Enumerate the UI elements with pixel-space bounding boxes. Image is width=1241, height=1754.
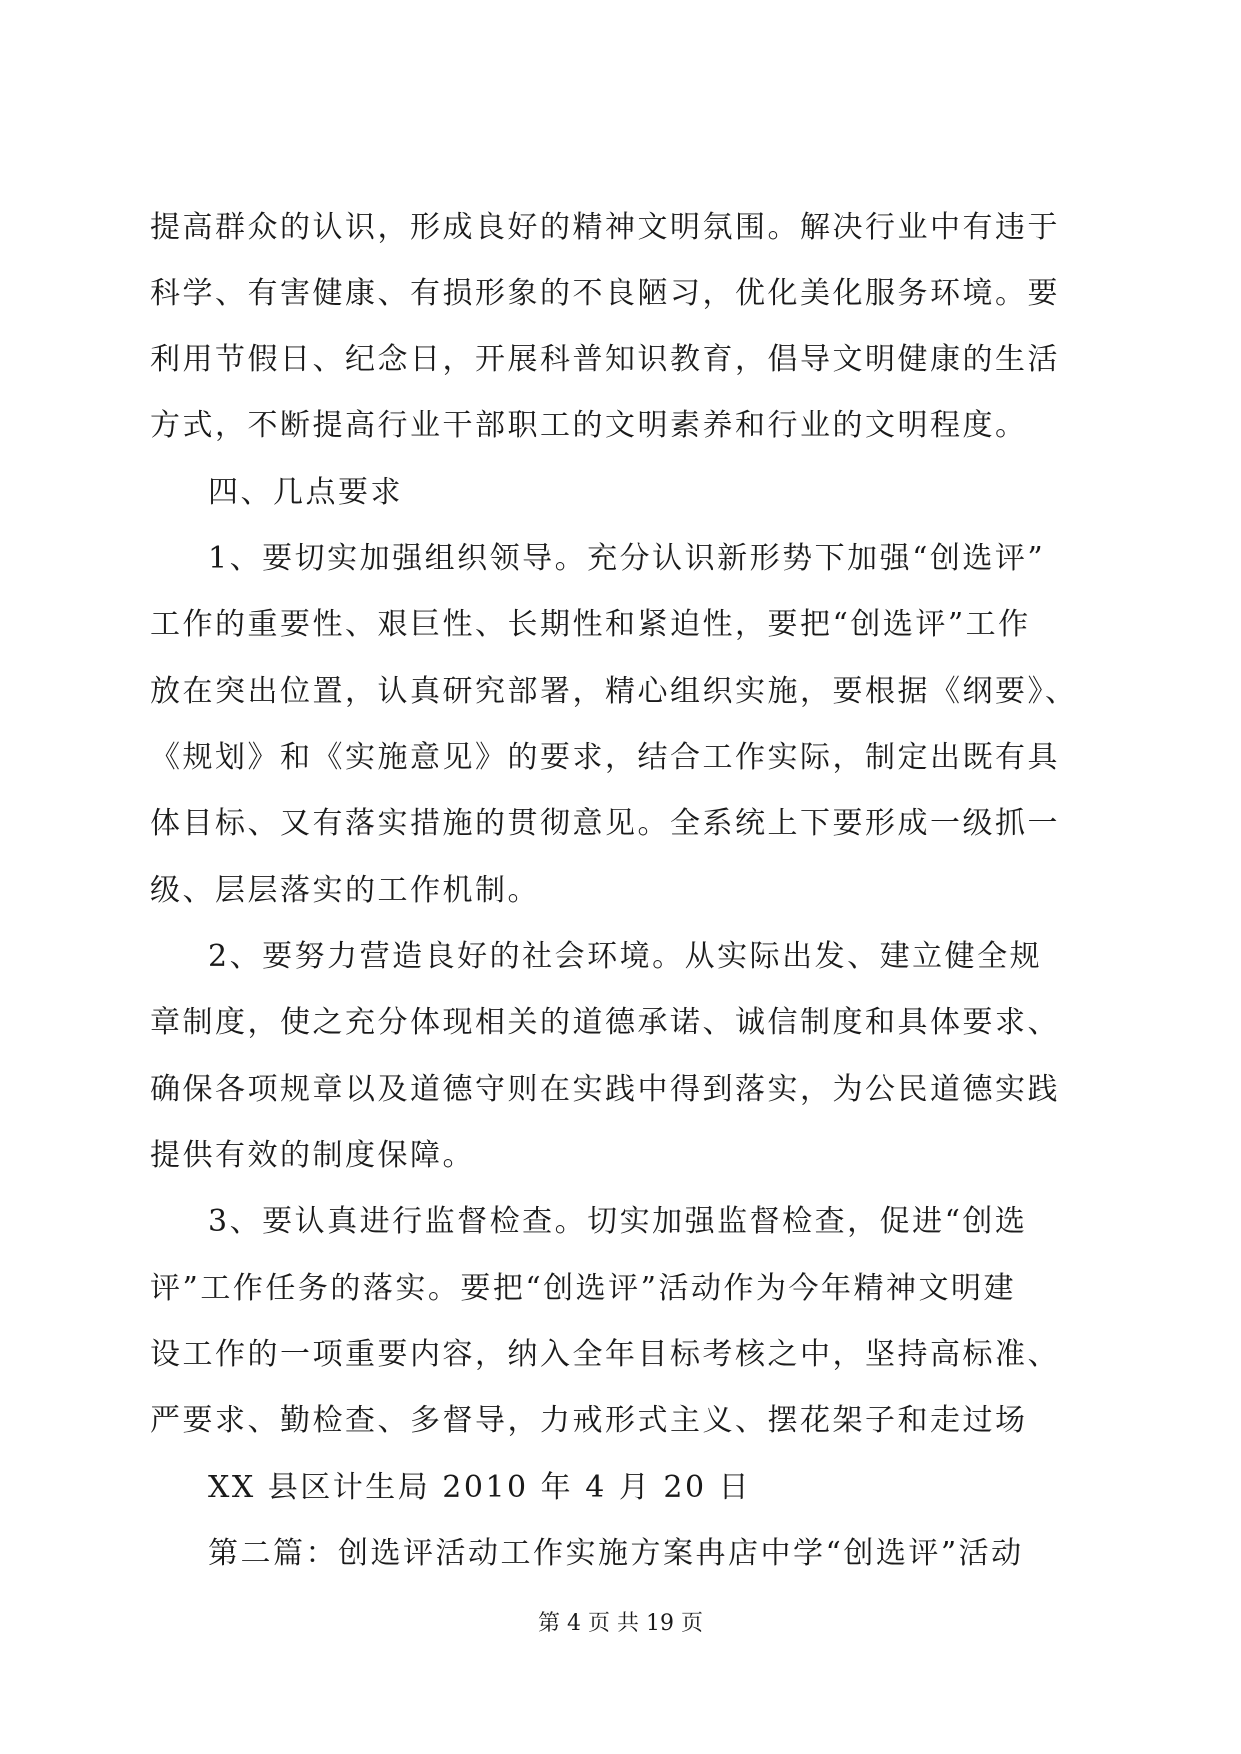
signature-date-line: XX 县区计生局 2010 年 4 月 20 日 [208, 1470, 752, 1505]
text-line: 设工作的一项重要内容，纳入全年目标考核之中，坚持高标准、 [150, 1337, 1060, 1372]
text-line: 放在突出位置，认真研究部署，精心组织实施，要根据《纲要》、 [150, 674, 1078, 709]
text-line: 科学、有害健康、有损形象的不良陋习，优化美化服务环境。要 [150, 276, 1060, 311]
text-line: 利用节假日、纪念日，开展科普知识教育，倡导文明健康的生活 [150, 342, 1060, 377]
text-line: 提供有效的制度保障。 [150, 1138, 475, 1173]
text-line: 《规划》和《实施意见》的要求，结合工作实际，制定出既有具 [150, 740, 1060, 775]
text-line: 章制度，使之充分体现相关的道德承诺、诚信制度和具体要求、 [150, 1005, 1060, 1040]
text-line: 严要求、勤检查、多督导，力戒形式主义、摆花架子和走过场 [150, 1403, 1028, 1438]
text-line: 提高群众的认识，形成良好的精神文明氛围。解决行业中有违于 [150, 210, 1060, 245]
page-number-footer: 第 4 页 共 19 页 [538, 1611, 703, 1636]
text-line: 确保各项规章以及道德守则在实践中得到落实，为公民道德实践 [150, 1072, 1060, 1107]
text-line: 1、要切实加强组织领导。充分认识新形势下加强“创选评” [208, 541, 1046, 576]
text-line: 3、要认真进行监督检查。切实加强监督检查，促进“创选 [208, 1204, 1028, 1239]
section-heading: 四、几点要求 [208, 475, 403, 510]
text-line: 体目标、又有落实措施的贯彻意见。全系统上下要形成一级抓一 [150, 806, 1060, 841]
text-line: 2、要努力营造良好的社会环境。从实际出发、建立健全规 [208, 939, 1043, 974]
text-line: 评”工作任务的落实。要把“创选评”活动作为今年精神文明建 [150, 1271, 1017, 1306]
text-line: 级、层层落实的工作机制。 [150, 873, 540, 908]
text-line: 第二篇：创选评活动工作实施方案冉店中学“创选评”活动 [208, 1536, 1024, 1571]
text-line: 方式，不断提高行业干部职工的文明素养和行业的文明程度。 [150, 408, 1028, 443]
text-line: 工作的重要性、艰巨性、长期性和紧迫性，要把“创选评”工作 [150, 607, 1031, 642]
